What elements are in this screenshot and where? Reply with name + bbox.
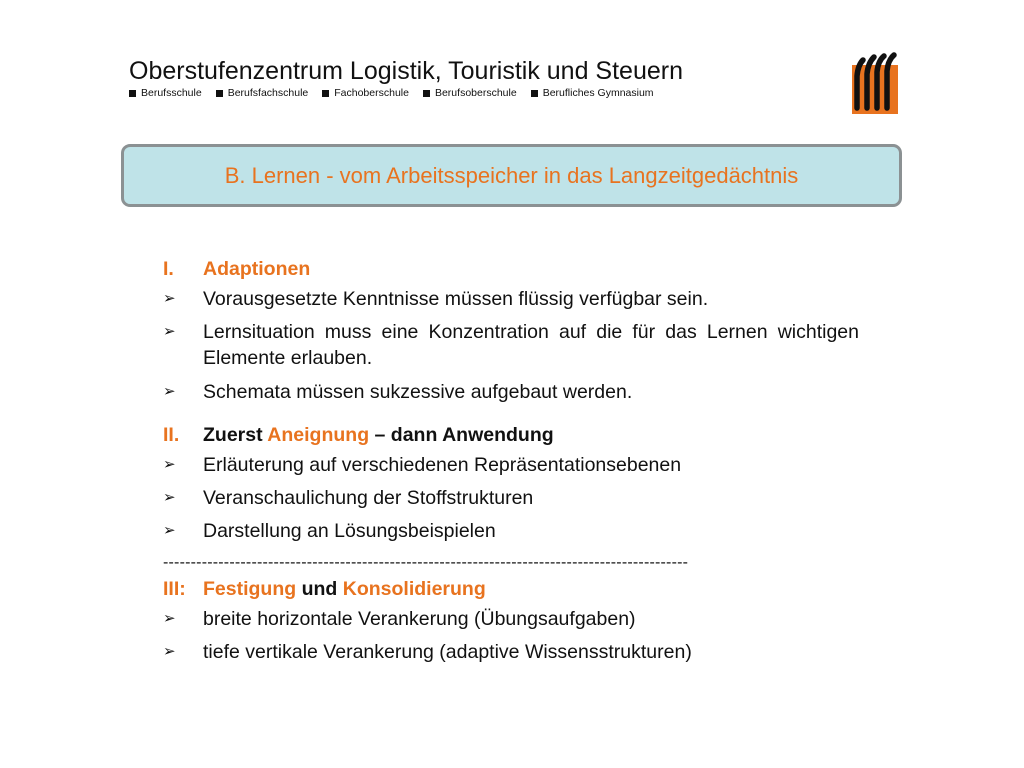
dashed-divider: ----------------------------------------------------------------------------------------------- [163,554,689,571]
school-label: Fachoberschule [334,87,409,99]
section-number: II. [163,423,180,446]
arrow-bullet-icon: ➢ [163,455,176,473]
list-item [163,452,859,485]
section-number: I. [163,257,174,280]
section-heading-2 [163,421,859,449]
section-heading-1 [163,255,859,283]
school-item [322,87,409,99]
org-title: Oberstufenzentrum Logistik, Touristik und Steuern [129,57,683,85]
slide-title: B. Lernen - vom Arbeitsspeicher in das Langzeitgedächtnis [224,162,799,188]
square-bullet-icon [531,90,538,97]
school-list [129,87,654,99]
list-item-text: Erläuterung auf verschiedenen Repräsentationsebenen [203,454,682,476]
school-item [531,87,654,99]
list-item [163,639,859,672]
list-item-text: Vorausgesetzte Kenntnisse müssen flüssig verfügbar sein. [203,288,709,310]
section-title-highlight: Festigung [203,577,297,600]
school-item [216,87,309,99]
list-item [163,319,859,379]
list-item-text: Lernsituation muss eine Konzentration auf die für das Lernen wichtigen Elemente erlauben. [203,321,859,369]
list-item-text: Darstellung an Lösungsbeispielen [203,520,496,542]
list-item [163,379,859,412]
list-item-text: tiefe vertikale Verankerung (adaptive Wissensstrukturen) [203,641,692,663]
section-heading-3 [163,575,859,603]
section-title-part: – dann Anwendung [369,423,554,446]
section-title-part: und [296,577,343,600]
arrow-bullet-icon: ➢ [163,382,176,400]
school-item [423,87,517,99]
arrow-bullet-icon: ➢ [163,322,176,340]
list-item-text: breite horizontale Verankerung (Übungsaufgaben) [203,608,636,630]
list-item-text: Schemata müssen sukzessive aufgebaut werden. [203,381,633,403]
school-label: Berufliches Gymnasium [542,87,654,99]
arrow-bullet-icon: ➢ [163,488,176,506]
arrow-bullet-icon: ➢ [163,521,176,539]
square-bullet-icon [423,90,430,97]
title-banner [121,144,902,207]
arrow-bullet-icon: ➢ [163,642,176,660]
section-title [203,424,554,447]
school-label: Berufsfachschule [227,87,309,99]
section-title-part: Zuerst [203,423,268,446]
school-item [129,87,202,99]
section-title: Adaptionen [203,257,311,280]
section-title-highlight: Konsolidierung [342,577,486,600]
school-label: Berufsoberschule [434,87,517,99]
arrow-bullet-icon: ➢ [163,289,176,307]
slide-content [163,255,859,672]
pencils-logo-icon [848,52,900,116]
square-bullet-icon [216,90,223,97]
square-bullet-icon [322,90,329,97]
section-title-highlight: Aneignung [267,423,370,446]
list-item-text: Veranschaulichung der Stoffstrukturen [203,487,534,509]
list-item [163,518,859,551]
square-bullet-icon [129,90,136,97]
section-title [203,578,486,601]
list-item [163,485,859,518]
section-number: III: [163,577,186,600]
arrow-bullet-icon: ➢ [163,609,176,627]
school-label: Berufsschule [141,87,202,99]
list-item [163,286,859,319]
list-item [163,606,859,639]
